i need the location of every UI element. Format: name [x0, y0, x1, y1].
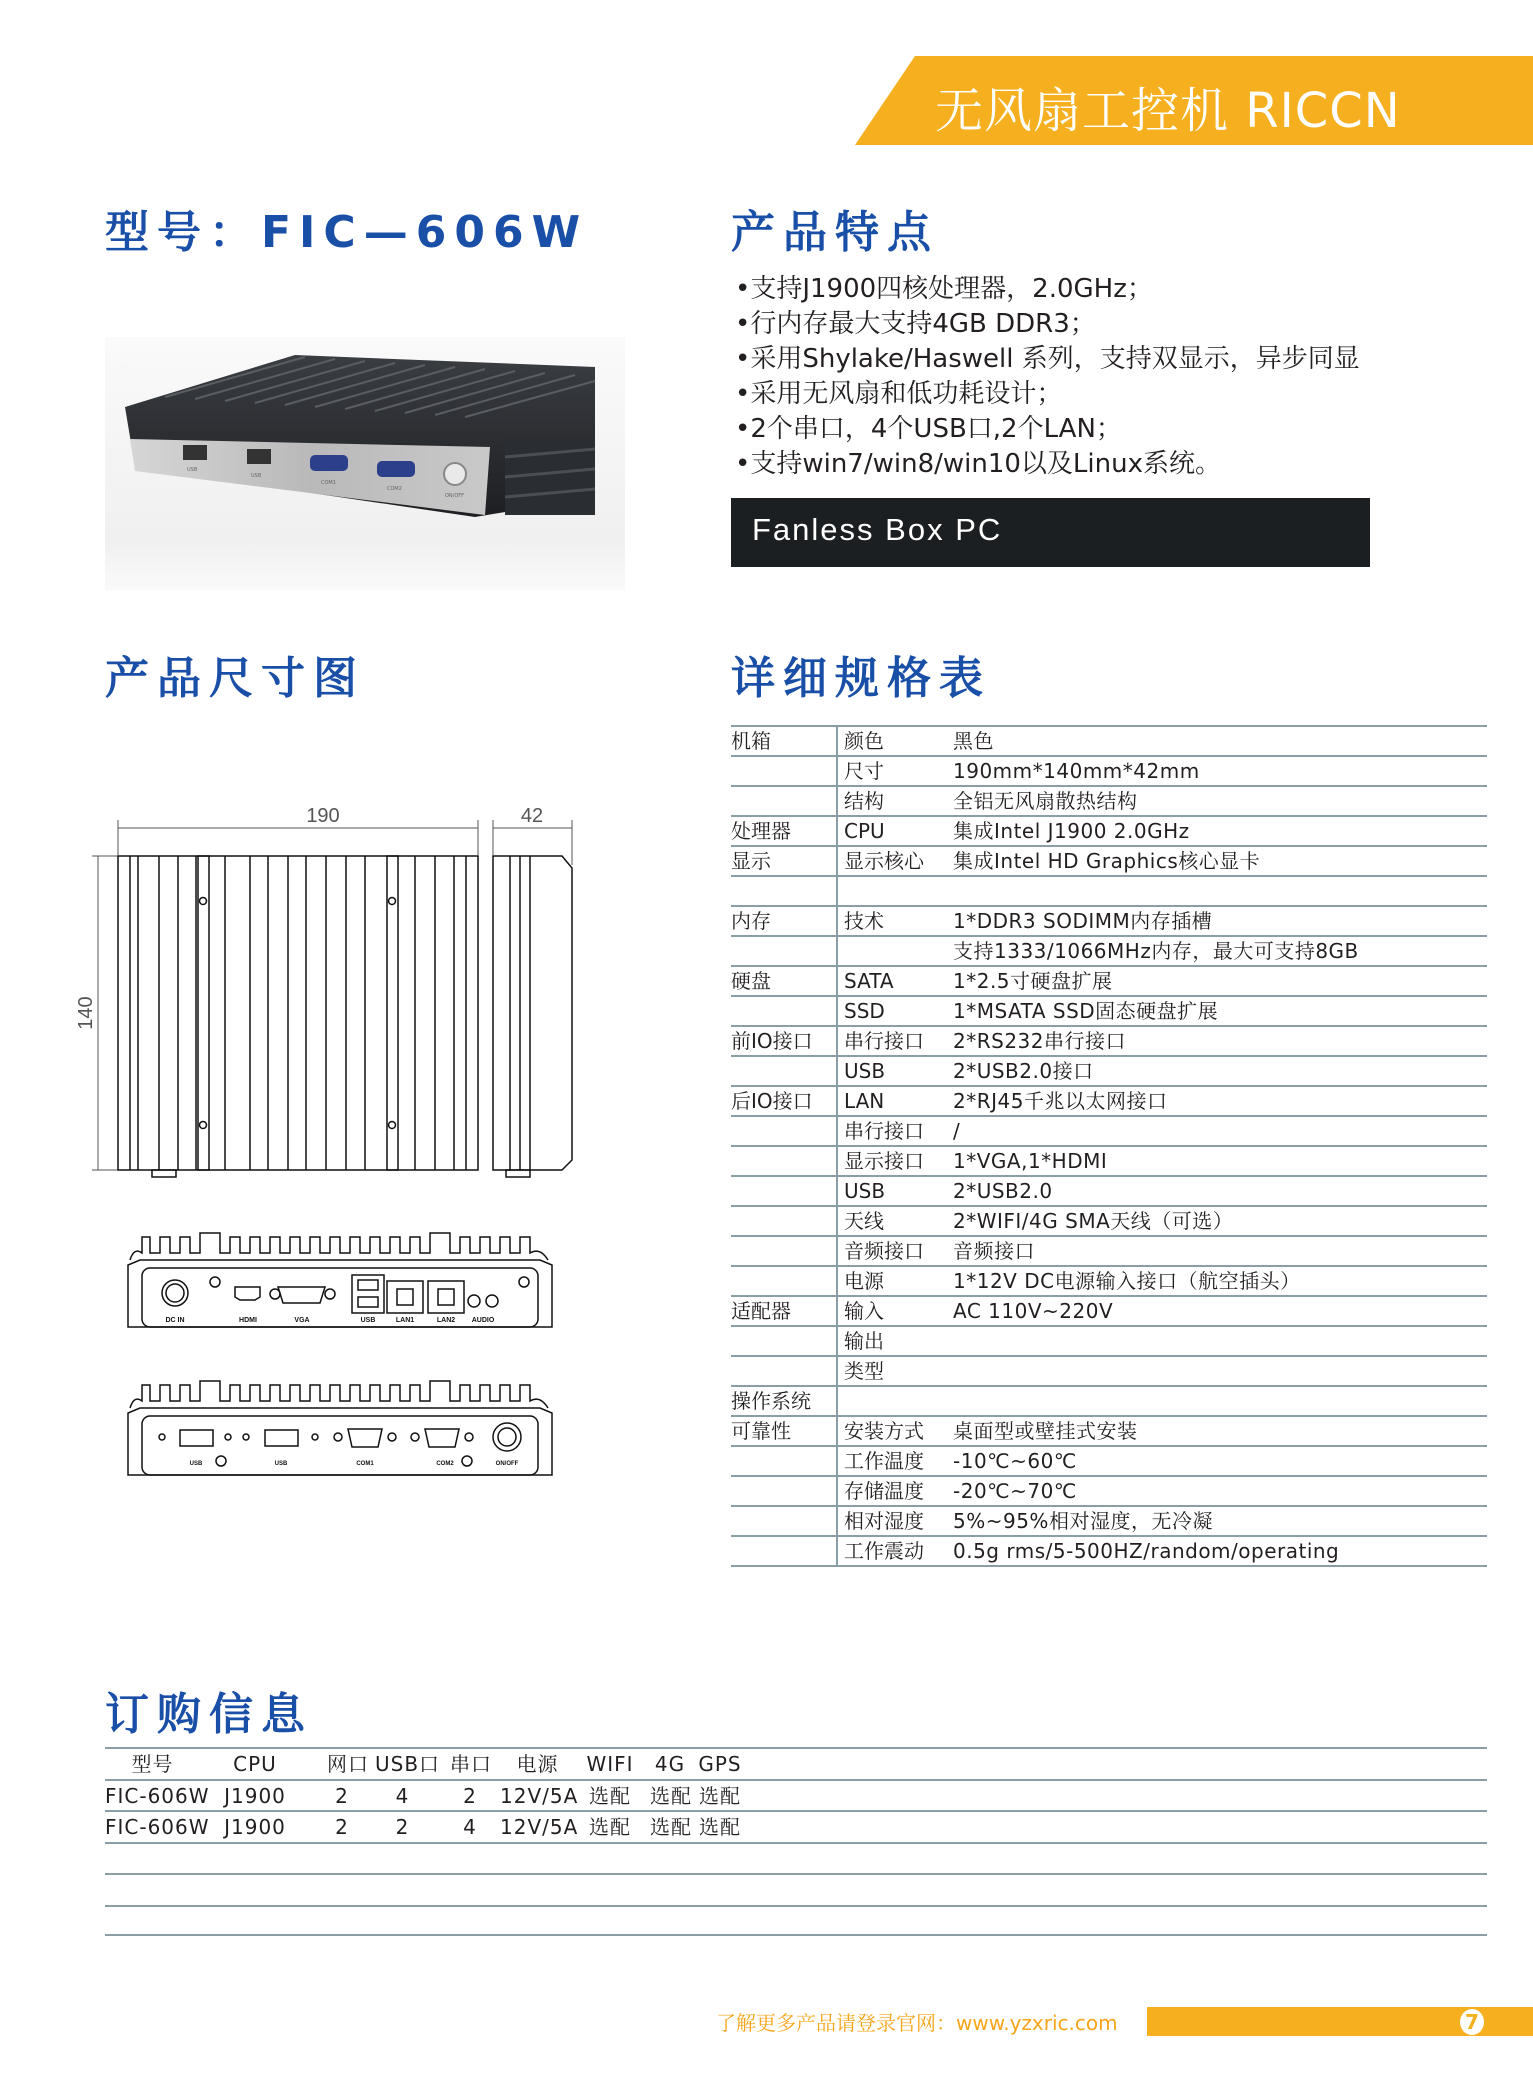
spec-item: 串行接口 — [836, 1117, 924, 1147]
spec-value: 1*DDR3 SODIMM内存插槽 — [953, 909, 1213, 933]
banner-title: 无风扇工控机 RICCN — [935, 83, 1401, 139]
svg-text:USB: USB — [189, 1461, 203, 1467]
model-title: 型号：FIC—606W — [105, 207, 589, 258]
order-header-cell: 型号 — [131, 1752, 174, 1776]
spec-value: 支持1333/1066MHz内存，最大可支持8GB — [953, 939, 1359, 963]
spec-category: 后IO接口 — [731, 1089, 813, 1113]
svg-text:ON/OFF: ON/OFF — [495, 1461, 519, 1467]
spec-category: 处理器 — [731, 819, 791, 843]
spec-row — [731, 995, 1487, 1025]
ordering-table — [105, 1747, 1487, 1936]
spec-value: -20℃~70℃ — [953, 1479, 1077, 1503]
spec-row — [731, 1355, 1487, 1385]
spec-category: 内存 — [731, 909, 771, 933]
spec-item — [836, 937, 844, 967]
order-cell: FIC-606W — [105, 1783, 210, 1808]
spec-row — [731, 785, 1487, 815]
spec-value: 2*USB2.0 — [953, 1179, 1053, 1203]
spec-category: 操作系统 — [731, 1389, 811, 1413]
spec-category: 适配器 — [731, 1299, 791, 1323]
order-row — [105, 1779, 1487, 1811]
spec-item: SSD — [836, 997, 885, 1027]
spec-value: 0.5g rms/5-500HZ/random/operating — [953, 1539, 1340, 1563]
spec-row — [731, 1205, 1487, 1235]
order-cell: 选配 — [589, 1783, 631, 1808]
spec-row — [731, 905, 1487, 935]
rear-panel-drawing — [120, 1225, 560, 1335]
spec-category: 显示 — [731, 849, 771, 873]
order-cell: 2 — [463, 1783, 477, 1808]
order-row — [105, 1873, 1487, 1905]
order-cell: 选配 — [650, 1815, 692, 1839]
svg-text:USB: USB — [360, 1317, 376, 1324]
order-cell: 12V/5A — [500, 1783, 579, 1808]
spec-row — [731, 815, 1487, 845]
spec-row — [731, 1055, 1487, 1085]
spec-row — [731, 1475, 1487, 1505]
spec-row — [731, 755, 1487, 785]
spec-value: 190mm*140mm*42mm — [953, 759, 1200, 783]
tagline-bar — [731, 498, 1370, 567]
svg-text:ON/OFF: ON/OFF — [445, 493, 465, 499]
feature-item: •支持J1900四核处理器，2.0GHz； — [735, 274, 1153, 304]
spec-value: 桌面型或壁挂式安装 — [953, 1419, 1138, 1443]
spec-row — [731, 875, 1487, 905]
order-cell: 选配 — [650, 1783, 692, 1808]
feature-item: •采用无风扇和低功耗设计； — [735, 379, 1063, 409]
spec-value: 1*12V DC电源输入接口（航空插头） — [953, 1269, 1301, 1293]
spec-item: 相对湿度 — [836, 1507, 924, 1537]
spec-value: 2*RJ45千兆以太网接口 — [953, 1089, 1168, 1113]
spec-item: CPU — [836, 817, 885, 847]
dimension-drawing — [70, 795, 690, 1185]
spec-item: 技术 — [836, 907, 884, 937]
order-cell: 4 — [395, 1783, 410, 1808]
svg-text:COM2: COM2 — [436, 1461, 454, 1467]
spec-value: 2*RS232串行接口 — [953, 1029, 1126, 1053]
features-title: 产品特点 — [731, 207, 939, 258]
spec-row — [731, 965, 1487, 995]
width-label: 190 — [306, 805, 340, 827]
spec-item: 工作震动 — [836, 1537, 924, 1567]
spec-item: 电源 — [836, 1267, 884, 1297]
svg-text:COM1: COM1 — [321, 480, 336, 486]
spec-row — [731, 1025, 1487, 1055]
spec-item: 串行接口 — [836, 1027, 924, 1057]
order-header-cell: USB口 — [375, 1752, 441, 1776]
spec-item: 显示接口 — [836, 1147, 924, 1177]
ordering-title: 订购信息 — [105, 1689, 313, 1740]
spec-row — [731, 1175, 1487, 1205]
spec-row — [731, 1085, 1487, 1115]
svg-text:USB: USB — [274, 1461, 288, 1467]
order-cell: FIC-606W — [105, 1815, 210, 1839]
spec-category: 前IO接口 — [731, 1029, 813, 1053]
spec-item: 结构 — [836, 787, 884, 817]
front-panel-drawing — [120, 1373, 560, 1483]
order-cell: 2 — [395, 1815, 410, 1839]
spec-value: 黑色 — [953, 729, 994, 753]
dimensions-title: 产品尺寸图 — [105, 653, 365, 704]
order-cell: 12V/5A — [500, 1815, 579, 1839]
spec-item: 尺寸 — [836, 757, 884, 787]
spec-row — [731, 725, 1487, 755]
spec-item: 类型 — [836, 1357, 884, 1387]
spec-value: 集成Intel J1900 2.0GHz — [953, 819, 1190, 843]
order-cell: J1900 — [224, 1815, 286, 1839]
spec-value: 1*VGA,1*HDMI — [953, 1149, 1108, 1173]
spec-row — [731, 1535, 1487, 1567]
spec-row — [731, 1295, 1487, 1325]
svg-text:COM1: COM1 — [356, 1461, 374, 1467]
spec-row — [731, 1265, 1487, 1295]
order-cell: 2 — [335, 1783, 349, 1808]
spec-category: 可靠性 — [731, 1419, 791, 1443]
feature-item: •采用Shylake/Haswell 系列，支持双显示，异步同显 — [735, 344, 1360, 374]
spec-item — [836, 877, 844, 907]
height-label: 140 — [75, 996, 97, 1030]
order-cell: 2 — [335, 1815, 349, 1839]
spec-row — [731, 1415, 1487, 1445]
spec-value: 音频接口 — [953, 1239, 1035, 1263]
svg-text:LAN2: LAN2 — [436, 1317, 456, 1324]
spec-row — [731, 1505, 1487, 1535]
page-number: 7 — [1460, 2009, 1484, 2035]
spec-item: 音频接口 — [836, 1237, 924, 1267]
spec-row — [731, 1445, 1487, 1475]
spec-value: / — [953, 1119, 961, 1143]
spec-item: 显示核心 — [836, 847, 924, 877]
order-row — [105, 1905, 1487, 1937]
order-cell: 选配 — [589, 1815, 631, 1839]
specs-title: 详细规格表 — [731, 653, 991, 704]
order-header-cell: 电源 — [516, 1752, 559, 1776]
feature-item: •行内存最大支持4GB DDR3； — [735, 309, 1096, 339]
spec-value: 集成Intel HD Graphics核心显卡 — [953, 849, 1261, 873]
spec-table — [731, 725, 1487, 1567]
order-cell: 4 — [463, 1815, 477, 1839]
spec-item: 输入 — [836, 1297, 884, 1327]
order-header-cell: CPU — [233, 1752, 277, 1776]
spec-value: 5%~95%相对湿度，无冷凝 — [953, 1509, 1213, 1533]
order-header-cell: 4G — [654, 1752, 686, 1776]
spec-item: 安装方式 — [836, 1417, 924, 1447]
spec-row — [731, 1115, 1487, 1145]
svg-text:LAN1: LAN1 — [395, 1317, 415, 1324]
spec-item: 工作温度 — [836, 1447, 924, 1477]
footer-website-text: 了解更多产品请登录官网：www.yzxric.com — [716, 2011, 1118, 2035]
svg-text:AUDIO: AUDIO — [471, 1317, 495, 1324]
spec-item — [836, 1387, 844, 1417]
spec-value: 1*2.5寸硬盘扩展 — [953, 969, 1113, 993]
spec-item: 天线 — [836, 1207, 884, 1237]
order-header-row — [105, 1747, 1487, 1779]
tagline-text: Fanless Box PC — [752, 512, 1003, 547]
spec-value: 2*USB2.0接口 — [953, 1059, 1094, 1083]
spec-value: 全铝无风扇散热结构 — [953, 789, 1138, 813]
order-cell: 选配 — [699, 1783, 741, 1808]
svg-text:USB: USB — [251, 473, 262, 479]
spec-category: 机箱 — [731, 729, 771, 753]
order-row — [105, 1810, 1487, 1842]
svg-text:HDMI: HDMI — [239, 1317, 257, 1324]
spec-row — [731, 1235, 1487, 1265]
svg-text:VGA: VGA — [294, 1317, 310, 1324]
svg-text:USB: USB — [187, 467, 198, 473]
feature-item: •支持win7/win8/win10以及Linux系统。 — [735, 449, 1221, 479]
spec-value: -10℃~60℃ — [953, 1449, 1077, 1473]
order-cell: 选配 — [699, 1815, 741, 1839]
order-header-cell: WIFI — [586, 1752, 634, 1776]
spec-row — [731, 935, 1487, 965]
spec-row — [731, 845, 1487, 875]
product-photo — [105, 337, 625, 590]
spec-row — [731, 1385, 1487, 1415]
order-row — [105, 1842, 1487, 1874]
spec-item: 存储温度 — [836, 1477, 924, 1507]
spec-row — [731, 1145, 1487, 1175]
spec-item: USB — [836, 1057, 885, 1087]
features-list — [735, 272, 1360, 482]
spec-item: USB — [836, 1177, 885, 1207]
fanless-pc-image — [105, 337, 625, 590]
spec-value: 1*MSATA SSD固态硬盘扩展 — [953, 999, 1219, 1023]
spec-item: 输出 — [836, 1327, 884, 1357]
spec-row — [731, 1325, 1487, 1355]
depth-label: 42 — [520, 805, 544, 827]
order-cell: J1900 — [224, 1783, 286, 1808]
order-header-cell: 网口 — [327, 1752, 369, 1776]
spec-item: SATA — [836, 967, 894, 997]
order-header-cell: GPS — [698, 1752, 742, 1776]
svg-text:DC IN: DC IN — [165, 1317, 185, 1324]
order-header-cell: 串口 — [450, 1752, 492, 1776]
feature-item: •2个串口，4个USB口,2个LAN； — [735, 414, 1122, 444]
spec-item: 颜色 — [836, 727, 884, 757]
svg-text:COM2: COM2 — [387, 486, 402, 492]
spec-value: 2*WIFI/4G SMA天线（可选） — [953, 1209, 1234, 1233]
spec-value: AC 110V~220V — [953, 1299, 1114, 1323]
spec-item: LAN — [836, 1087, 884, 1117]
spec-category: 硬盘 — [731, 969, 771, 993]
